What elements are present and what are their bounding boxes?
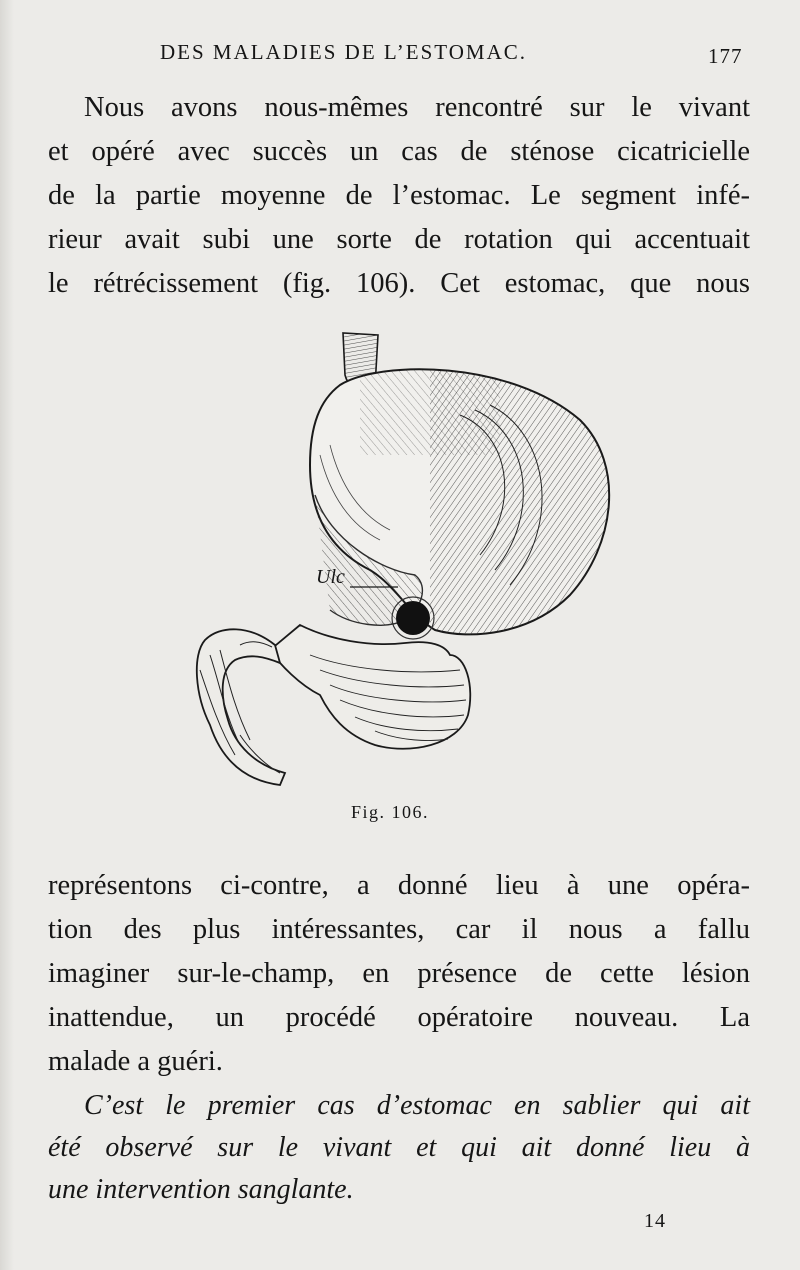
text-line: malade a guéri.: [48, 1046, 223, 1077]
text-line: représentons ci-contre, a donné lieu à une opéra-: [48, 870, 750, 901]
figure-label-ulc: Ulc: [316, 566, 345, 588]
text-line: Nous avons nous-mêmes rencontré sur le vivant: [84, 92, 750, 123]
text-line: inattendue, un procédé opératoire nouveau. La: [48, 1002, 750, 1033]
figure-caption-prefix: Fig.: [351, 802, 386, 822]
text-line: rieur avait subi une sorte de rotation qui accentuait: [48, 224, 750, 255]
figure-caption: [351, 802, 429, 823]
stomach-engraving: [180, 325, 620, 795]
text-line: et opéré avec succès un cas de sténose cicatricielle: [48, 136, 750, 167]
page-gutter-shadow: [0, 0, 14, 1270]
text-line: de la partie moyenne de l’estomac. Le segment infé-: [48, 180, 750, 211]
text-line: le rétrécissement (fig. 106). Cet estomac, que nous: [48, 268, 750, 299]
signature-mark: 14: [644, 1210, 666, 1232]
text-line: tion des plus intéressantes, car il nous a fallu: [48, 914, 750, 945]
italic-text-line: été observé sur le vivant et qui ait donné lieu à: [48, 1132, 750, 1163]
page-number: 177: [708, 44, 743, 68]
stomach-illustration: [180, 325, 620, 795]
text-line: imaginer sur-le-champ, en présence de cette lésion: [48, 958, 750, 989]
italic-text-line: une intervention sanglante.: [48, 1174, 354, 1205]
running-head: DES MALADIES DE L’ESTOMAC.: [160, 40, 528, 64]
italic-text-line: C’est le premier cas d’estomac en sablier qui ait: [84, 1090, 750, 1121]
figure-caption-number: 106.: [391, 802, 430, 822]
